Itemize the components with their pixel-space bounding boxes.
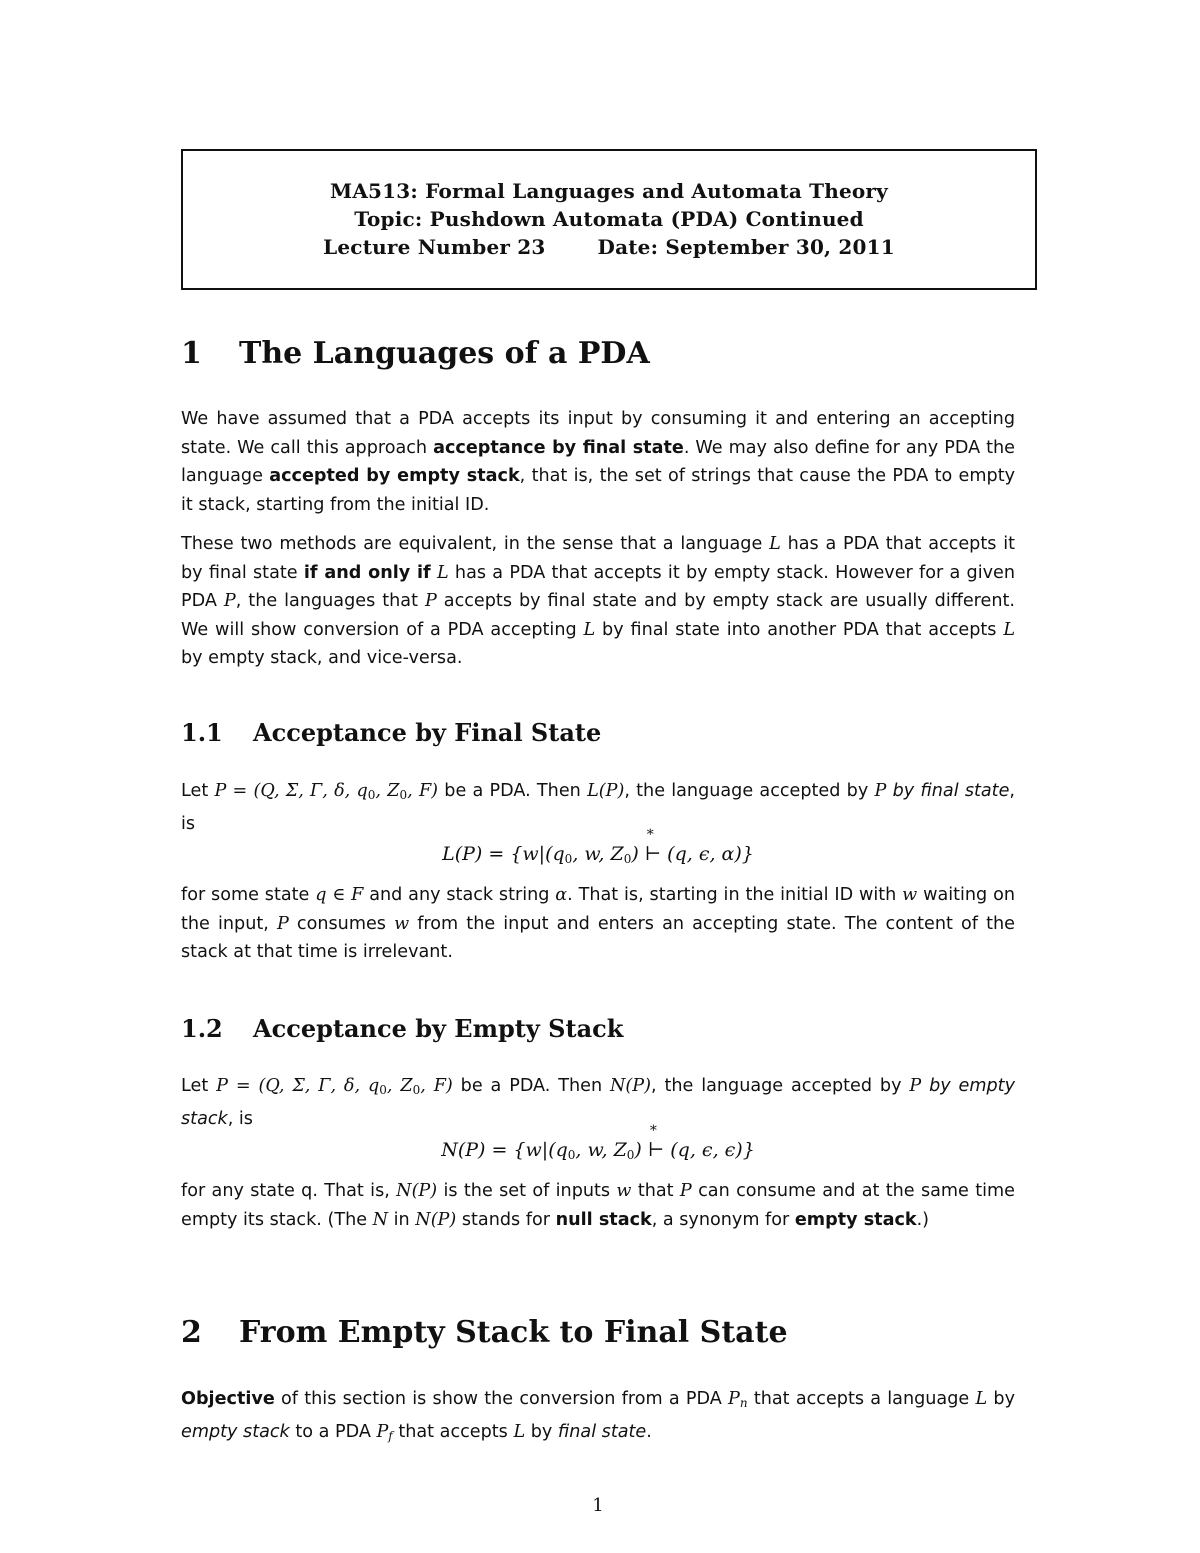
section-1-paragraph-1: We have assumed that a PDA accepts its input by consuming it and entering an accepting state. We call this approach acceptance by final state. We may also define for any PDA the language accepted by empty stack, that is, the set of strings that cause the PDA to empty it stack, starting from the initial ID. — [181, 409, 1015, 515]
lecture-date: Date: September 30, 2011 — [597, 235, 895, 259]
final-state-language-formula: $L(P) = \{w|(q_0$, w, $Z_0$) * ⊢ (q, ϵ, α)} — [442, 827, 754, 866]
lecture-number: Lecture Number 23 — [323, 235, 546, 259]
lecture-header-box — [181, 149, 1037, 290]
subsection-1-1-paragraph-2: for some state q ∈ F and any stack string α. That is, starting in the initial ID with w waiting on the input, P consumes w from the input and enters an accepting state. The content of the stack at that time is irrelevant. — [181, 885, 1015, 962]
section-1-title: The Languages of a PDA — [239, 336, 650, 371]
topic-title: Topic: Pushdown Automata (PDA) Continued — [354, 207, 864, 231]
derives-star-symbol: * ⊢ — [647, 1123, 665, 1161]
section-1-number: 1 — [181, 336, 202, 371]
empty-stack-language-formula: $N(P) = \{w|(q_0$, w, $Z_0$) * ⊢ (q, ϵ, ϵ)} — [441, 1123, 755, 1162]
section-2-heading: 2 From Empty Stack to Final State — [181, 1315, 788, 1350]
subsection-1-1-heading: 1.1 Acceptance by Final State — [181, 718, 602, 747]
subsection-1-2-paragraph-2: for any state q. That is, N(P) is the set of inputs w that P can consume and at the same time empty its stack. (The N in N(P) stands for null stack, a synonym for empty stack.) — [181, 1181, 1015, 1230]
section-1-heading — [181, 336, 650, 371]
lecture-date-line — [183, 235, 1035, 259]
section-1-paragraph-2: These two methods are equivalent, in the sense that a language L has a PDA that accepts it by final state if and only if L has a PDA that accepts it by empty stack. However for a given PDA P, the languages that P accepts by final state and by empty stack are usually different. We will show conversion of a PDA accepting L by final state into another PDA that accepts L by empty stack, and vice-versa. — [181, 534, 1015, 668]
course-title: MA513: Formal Languages and Automata Theory — [329, 179, 888, 203]
derives-star-symbol: * ⊢ — [644, 827, 662, 865]
subsection-1-1-paragraph-1: Let P = (Q, Σ, Γ, δ, $q_0$, $Z_0$, F) be a PDA. Then L(P), the language accepted by P by final state, is — [181, 781, 1016, 834]
subsection-1-2-paragraph-1: Let P = (Q, Σ, Γ, δ, $q_0$, $Z_0$, F) be a PDA. Then N(P), the language accepted by P by empty stack, is — [181, 1076, 1015, 1129]
subsection-1-2-heading: 1.2 Acceptance by Empty Stack — [181, 1014, 624, 1043]
page-number: 1 — [592, 1495, 604, 1516]
section-2-paragraph-1: Objective of this section is show the conversion from a PDA $P_n$ that accepts a language L by empty stack to a PDA $P_f$ that accepts L by final state. — [181, 1389, 1015, 1443]
